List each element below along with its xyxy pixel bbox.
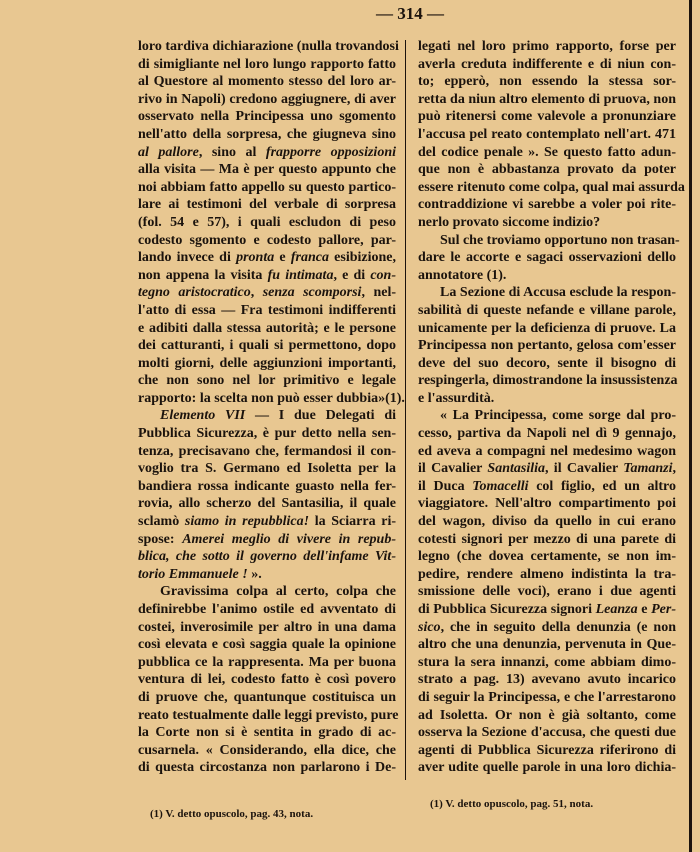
text-line [138, 372, 396, 390]
text-segment: bandiera rossa indicante guasto nella fer- [138, 478, 396, 494]
text-segment: il Cavalier [418, 461, 488, 477]
text-line [138, 91, 396, 109]
text-line [418, 443, 676, 461]
text-segment: col figlio, ed un altro [528, 478, 676, 494]
text-line [418, 355, 676, 373]
text-segment: , [250, 285, 263, 301]
text-line [138, 548, 396, 566]
text-line [418, 531, 676, 549]
text-segment: , e di [333, 267, 371, 283]
text-line [418, 742, 676, 760]
text-segment: Principessa non pertanto, gelosa com'esser [418, 338, 676, 354]
text-line [138, 583, 396, 601]
text-segment: lando invece di [138, 250, 237, 266]
text-segment: ventura di lei, codesto fatto è così povero [138, 672, 396, 688]
italic-segment: frapporre opposizioni [265, 144, 396, 160]
text-line [138, 707, 399, 725]
text-segment: viaggiatore. Nell'altro compartimento poi [418, 496, 676, 512]
text-segment: costei, inverosimile per altro in una dama [138, 619, 396, 635]
text-segment: unicamente per la deficienza di pruove. La [418, 320, 676, 336]
text-segment: esibizione, [328, 250, 396, 266]
page-number: — 314 — [376, 4, 444, 23]
text-segment: que non è abbastanza provato da poter [418, 162, 676, 178]
text-segment: di simigliante nel loro lungo rapporto fatto [138, 56, 396, 72]
text-segment: rovia, allo scherzo del Santasilia, il quale [138, 496, 396, 512]
text-line [138, 566, 396, 584]
italic-segment: Tomacelli [472, 478, 529, 494]
italic-segment: al pallore [138, 144, 199, 160]
text-segment: loro tardiva dichiarazione (nulla trovandosi [138, 39, 399, 54]
italic-segment: con- [370, 267, 397, 283]
text-line [138, 38, 399, 56]
text-segment: rivo in Napoli) credono aggiugnere, di aver [138, 91, 396, 107]
text-segment: La Sezione di Accusa esclude la respon- [440, 285, 676, 301]
text-line [138, 390, 405, 408]
text-line [418, 56, 676, 74]
text-line [418, 284, 676, 302]
text-line [138, 759, 396, 777]
text-line [138, 232, 396, 250]
text-line [418, 548, 676, 566]
text-line [418, 214, 676, 232]
text-segment: e adibiti dalla stessa autorità; e le persone [138, 320, 396, 336]
text-segment: e l'assurdità. [418, 390, 495, 406]
italic-segment: siamo in repubblica! [184, 514, 310, 530]
text-segment: molti giorni, delle aggiunzioni importanti, [138, 355, 396, 371]
text-line [418, 689, 676, 707]
text-segment: contraddizione vi sarebbe a voler poi rite- [418, 197, 676, 213]
text-line [418, 108, 676, 126]
text-segment: ». [247, 566, 262, 582]
text-segment: to; epperò, non essendo la stessa sor- [418, 74, 676, 90]
text-segment: l'atto di essa — Fra testimoni indifferenti [138, 302, 396, 318]
text-segment: aver udite quelle parole in una loro dichia- [418, 760, 676, 776]
text-segment: , sino al [198, 144, 266, 160]
text-line [418, 144, 676, 162]
text-segment: codesto sgomento e codesto pallore, par- [138, 232, 396, 248]
text-line [418, 232, 680, 250]
text-line [418, 513, 676, 531]
text-segment: di Pubblica Sicurezza signori [418, 602, 596, 617]
text-segment: cotesti signori per mezzo di una parete di [418, 531, 676, 547]
text-segment: sclamò [138, 514, 185, 530]
text-segment: la Sciarra ri- [309, 514, 397, 530]
text-line [138, 267, 396, 285]
text-line [418, 249, 676, 267]
text-segment: alla visita — Ma è per questo appunto che [138, 162, 396, 178]
text-line [418, 566, 676, 584]
text-segment: spose: [138, 531, 183, 547]
text-line [138, 407, 396, 425]
italic-segment: Per- [651, 602, 676, 617]
text-segment: respingerla, dimostrandone la insussistenza [418, 373, 678, 389]
text-segment: ed aveva a compagni nel medesimo wagon [418, 443, 676, 459]
text-segment: ad Isoletta. Or non è già soltanto, come [418, 707, 676, 723]
text-segment: — I due Delegati di [245, 408, 396, 424]
italic-segment: fu intimata [267, 267, 334, 283]
text-segment: cusarnela. « Considerando, ella dice, che [138, 742, 396, 758]
text-line [138, 56, 396, 74]
text-segment: , il Cavalier [545, 461, 624, 477]
text-segment: di seguir la Principessa, e che l'arrestarono [418, 689, 676, 705]
italic-segment: Amerei meglio di vivere in repub- [182, 531, 397, 547]
text-segment: (fol. 54 e 57), i quali escludon di peso [138, 214, 396, 230]
column-divider [405, 40, 406, 780]
text-line [138, 320, 396, 338]
text-line [418, 267, 676, 285]
italic-segment: senza scomporsi [262, 285, 362, 301]
text-line [418, 478, 676, 496]
text-segment: la Corte non si è sentita in grado di ac- [138, 725, 396, 741]
text-line [138, 478, 396, 496]
text-line [138, 654, 396, 672]
text-segment: Pubblica Sicurezza, è pur detto nella sen- [138, 426, 396, 442]
italic-segment: franca [290, 250, 329, 266]
text-segment: Gravissima colpa al certo, colpa che [160, 584, 396, 600]
text-line [418, 601, 676, 619]
text-line [418, 707, 676, 725]
text-line [418, 724, 676, 742]
text-segment: definirebbe l'animo ostile ed avventato di [138, 602, 396, 617]
text-line [418, 390, 676, 408]
text-segment: strato a pag. 13) avevano avuto incarico [418, 672, 676, 688]
text-line [418, 759, 676, 777]
italic-segment: sico [418, 619, 441, 635]
text-line [138, 724, 396, 742]
text-segment: del codice penale ». Se questo fatto adun- [418, 144, 676, 160]
text-line [138, 284, 396, 302]
text-segment: stura la sera innanzi, come abbiam dimo- [418, 654, 676, 670]
text-segment: pedire, rendere almeno indistinta la tra- [418, 566, 676, 582]
text-line [138, 689, 396, 707]
text-segment: sabilità di queste nefande e villane parole, [418, 302, 676, 318]
left-column [138, 38, 405, 777]
text-line [418, 495, 676, 513]
text-line [138, 531, 396, 549]
text-line [138, 671, 396, 689]
text-line [418, 320, 676, 338]
text-line [418, 407, 676, 425]
text-segment: al Questore al momento stesso del loro ar- [138, 74, 396, 90]
text-segment: che non sono nel lor primitivo e legale [138, 373, 396, 389]
text-segment: annotatore (1). [418, 267, 507, 283]
text-line [418, 372, 676, 390]
italic-segment: pronta [236, 250, 275, 266]
text-line [138, 636, 396, 654]
text-segment: agenti di Pubblica Sicurezza riferirono di [418, 742, 676, 758]
text-segment: smissione delle voci), erano i due agenti [418, 584, 676, 600]
text-line [138, 513, 396, 531]
text-segment: nell'atto della sorpresa, che giugneva sino [138, 126, 396, 142]
text-line [138, 126, 396, 144]
text-line [138, 425, 396, 443]
text-segment: reato testualmente dalle leggi previsto, pure [138, 707, 399, 723]
text-segment: tenza, precisavano che, fermandosi il con- [138, 443, 396, 459]
text-line [138, 302, 396, 320]
text-line [138, 249, 396, 267]
text-segment: e [637, 602, 652, 617]
text-segment: il Duca [418, 478, 473, 494]
text-segment: , nel- [361, 285, 396, 301]
text-line [418, 161, 676, 179]
italic-segment: Tamanzi [623, 461, 673, 477]
footnote-right: (1) V. detto opuscolo, pag. 51, nota. [430, 798, 594, 810]
italic-segment: blica, che sotto il governo dell'infame Vit- [138, 549, 396, 565]
italic-segment: Elemento VII [160, 408, 246, 424]
text-segment: dei catturanti, i quali si permettono, dopo [138, 338, 396, 354]
text-line [138, 355, 396, 373]
text-line [138, 214, 396, 232]
text-line [418, 196, 676, 214]
text-line [418, 91, 676, 109]
text-segment: legati nel loro primo rapporto, forse per [418, 39, 676, 54]
italic-segment: torio Emmanuele ! [138, 566, 248, 582]
text-line [418, 126, 676, 144]
text-line [138, 337, 396, 355]
text-line [418, 179, 685, 197]
text-line [138, 196, 396, 214]
text-segment: pubblica ce la rappresenta. Ma per buona [138, 654, 396, 670]
text-line [418, 671, 676, 689]
text-segment: di pruove che, quantunque costituisca un [138, 689, 396, 705]
italic-segment: Leanza [595, 602, 638, 617]
text-segment: voglio tra S. Germano ed Isoletta per la [138, 461, 396, 477]
text-line [418, 38, 676, 56]
text-line [418, 654, 676, 672]
text-line [418, 636, 676, 654]
text-segment: di questa circostanza non parlarono i De- [138, 760, 396, 776]
text-segment: del wagon, diviso da quello in cui erano [418, 514, 676, 530]
text-line [138, 161, 396, 179]
text-line [138, 460, 396, 478]
text-segment: così elevata e così saggia quale la opinione [138, 637, 396, 653]
text-segment: rapporto: la scelta non può esser dubbia»(1). [138, 390, 405, 406]
text-line [418, 337, 676, 355]
text-segment: l'accusa pel reato contemplato nell'art. 471 [418, 126, 676, 142]
text-line [138, 179, 396, 197]
text-segment: nerlo provato siccome indizio? [418, 214, 601, 230]
text-segment: può ritenersi come valevole a pronunziare [418, 109, 676, 125]
text-segment: non appena la visita [138, 267, 268, 283]
text-line [138, 108, 396, 126]
text-segment: e [274, 250, 291, 266]
text-segment: cesso, partiva da Napoli nel dì 9 gennajo, [418, 426, 676, 442]
text-line [418, 425, 676, 443]
text-segment: averla creduta indifferente e di niun con- [418, 56, 676, 72]
text-segment: « La Principessa, come sorge dal pro- [440, 408, 676, 424]
text-segment: legno (che dovea certamente, se non im- [418, 549, 676, 565]
text-segment: deve del suo decoro, sente il bisogno di [418, 355, 676, 371]
text-line [418, 460, 676, 478]
text-segment: altro che una denunzia, pervenuta in Que- [418, 637, 676, 653]
text-segment: lare ai testimoni del verbale di sorpresa [138, 197, 396, 213]
text-segment: , [672, 461, 677, 477]
text-segment: noi abbiam fatto appello su questo partico- [138, 179, 396, 195]
text-segment: dare le accorte e sagaci osservazioni dello [418, 250, 676, 266]
right-column [418, 38, 685, 777]
italic-segment: tegno aristocratico [138, 285, 251, 301]
text-line [418, 73, 676, 91]
page-edge [689, 0, 692, 852]
text-line [138, 443, 396, 461]
text-line [418, 583, 676, 601]
text-line [138, 601, 396, 619]
text-segment: , che in seguito della denunzia (e non [440, 619, 676, 635]
text-segment: retta da niun altro elemento di pruova, non [418, 91, 676, 107]
text-segment: osserva la Sezione d'accusa, che questi due [418, 725, 676, 741]
text-segment: osservato nella Principessa uno sgomento [138, 109, 396, 125]
text-line [138, 144, 396, 162]
text-segment: essere ritenuto come colpa, qual mai assurda [418, 179, 685, 195]
text-line [418, 619, 676, 637]
text-line [138, 495, 396, 513]
text-line [138, 619, 396, 637]
text-line [138, 742, 396, 760]
footnote-left: (1) V. detto opuscolo, pag. 43, nota. [150, 808, 314, 820]
italic-segment: Santasilia [487, 461, 546, 477]
text-line [418, 302, 676, 320]
text-line [138, 73, 396, 91]
text-segment: Sul che troviamo opportuno non trasan- [440, 232, 680, 248]
